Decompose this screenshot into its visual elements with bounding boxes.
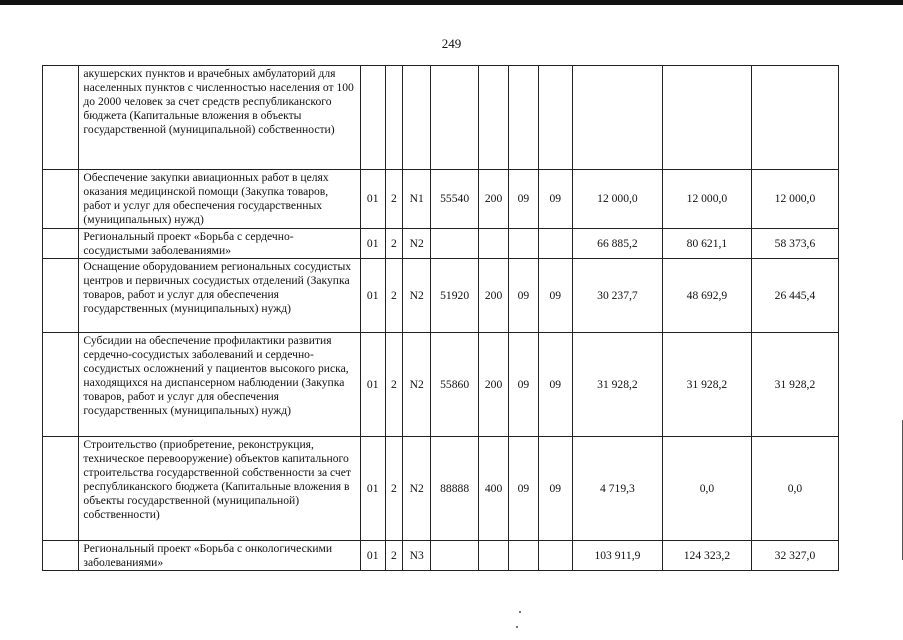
item-name-cell: Оснащение оборудованием региональных сосудистых центров и первичных сосудистых отделений (Закупка товаров, работ и услуг для обеспечения государственных (муниципальных) нужд) xyxy=(79,259,360,333)
project-code-cell: N1 xyxy=(403,170,431,229)
row-number-cell xyxy=(43,229,79,259)
direction-code-cell xyxy=(431,229,479,259)
table-row xyxy=(43,437,839,541)
row-number-cell xyxy=(43,541,79,571)
subprogram-code-cell: 2 xyxy=(385,229,402,259)
page-number: 249 xyxy=(441,36,462,51)
subsection-cell xyxy=(538,66,572,170)
expense-type-cell xyxy=(478,541,508,571)
table-row xyxy=(43,259,839,333)
section-cell xyxy=(509,66,538,170)
amount-cell: 12 000,0 xyxy=(751,170,838,229)
scan-top-border xyxy=(0,0,903,5)
item-name-cell: акушерских пунктов и врачебных амбулаторий для населенных пунктов с численностью населения от 100 до 2000 человек за счет средств республиканского бюджета (Капитальные вложения в объекты государственной (муниципальной) собственности) xyxy=(79,66,360,170)
scan-speck xyxy=(516,626,518,628)
table-row xyxy=(43,333,839,437)
table-row xyxy=(43,229,839,259)
item-name-cell: Субсидии на обеспечение профилактики развития сердечно-сосудистых заболеваний и сердечно-сосудистых осложнений у пациентов высокого риска, находящихся на диспансерном наблюдении (Закупка товаров, работ и услуг для обеспечения государственных (муниципальных) нужд) xyxy=(79,333,360,437)
amount-cell xyxy=(751,66,838,170)
subsection-cell: 09 xyxy=(538,333,572,437)
project-code-cell xyxy=(403,66,431,170)
program-code-cell: 01 xyxy=(360,259,385,333)
row-number-cell xyxy=(43,259,79,333)
amount-cell: 30 237,7 xyxy=(572,259,662,333)
amount-cell: 12 000,0 xyxy=(662,170,751,229)
section-cell xyxy=(509,541,538,571)
table-row xyxy=(43,66,839,170)
amount-cell: 48 692,9 xyxy=(662,259,751,333)
expense-type-cell xyxy=(478,66,508,170)
direction-code-cell: 51920 xyxy=(431,259,479,333)
direction-code-cell xyxy=(431,66,479,170)
expense-type-cell: 200 xyxy=(478,333,508,437)
project-code-cell: N2 xyxy=(403,259,431,333)
item-name-cell: Строительство (приобретение, реконструкция, техническое перевооружение) объектов капитального строительства государственной собственности за счет республиканского бюджета (Капитальные вложения в объекты государственной (муниципальной) собственности) xyxy=(79,437,360,541)
direction-code-cell: 88888 xyxy=(431,437,479,541)
subsection-cell: 09 xyxy=(538,437,572,541)
amount-cell: 31 928,2 xyxy=(751,333,838,437)
scan-speck xyxy=(519,611,521,613)
direction-code-cell: 55540 xyxy=(431,170,479,229)
amount-cell: 80 621,1 xyxy=(662,229,751,259)
subprogram-code-cell: 2 xyxy=(385,170,402,229)
amount-cell: 124 323,2 xyxy=(662,541,751,571)
amount-cell xyxy=(572,66,662,170)
program-code-cell: 01 xyxy=(360,170,385,229)
item-name-cell: Обеспечение закупки авиационных работ в целях оказания медицинской помощи (Закупка товаров, работ и услуг для обеспечения государственных (муниципальных) нужд) xyxy=(79,170,360,229)
project-code-cell: N3 xyxy=(403,541,431,571)
program-code-cell: 01 xyxy=(360,229,385,259)
project-code-cell: N2 xyxy=(403,437,431,541)
amount-cell: 4 719,3 xyxy=(572,437,662,541)
section-cell xyxy=(509,229,538,259)
amount-cell: 58 373,6 xyxy=(751,229,838,259)
subprogram-code-cell: 2 xyxy=(385,259,402,333)
amount-cell: 12 000,0 xyxy=(572,170,662,229)
project-code-cell: N2 xyxy=(403,229,431,259)
direction-code-cell: 55860 xyxy=(431,333,479,437)
direction-code-cell xyxy=(431,541,479,571)
amount-cell: 31 928,2 xyxy=(572,333,662,437)
amount-cell: 31 928,2 xyxy=(662,333,751,437)
subprogram-code-cell: 2 xyxy=(385,333,402,437)
subsection-cell: 09 xyxy=(538,259,572,333)
amount-cell: 26 445,4 xyxy=(751,259,838,333)
amount-cell: 32 327,0 xyxy=(751,541,838,571)
amount-cell: 0,0 xyxy=(662,437,751,541)
item-name-cell: Региональный проект «Борьба с онкологическими заболеваниями» xyxy=(79,541,360,571)
expense-type-cell xyxy=(478,229,508,259)
amount-cell: 0,0 xyxy=(751,437,838,541)
row-number-cell xyxy=(43,170,79,229)
project-code-cell: N2 xyxy=(403,333,431,437)
subsection-cell xyxy=(538,541,572,571)
subprogram-code-cell: 2 xyxy=(385,541,402,571)
budget-table xyxy=(42,65,839,571)
section-cell: 09 xyxy=(509,437,538,541)
subsection-cell xyxy=(538,229,572,259)
program-code-cell: 01 xyxy=(360,437,385,541)
subsection-cell: 09 xyxy=(538,170,572,229)
expense-type-cell: 400 xyxy=(478,437,508,541)
item-name-cell: Региональный проект «Борьба с сердечно-сосудистыми заболеваниями» xyxy=(79,229,360,259)
section-cell: 09 xyxy=(509,170,538,229)
table-row xyxy=(43,541,839,571)
amount-cell xyxy=(662,66,751,170)
subprogram-code-cell xyxy=(385,66,402,170)
expense-type-cell: 200 xyxy=(478,259,508,333)
row-number-cell xyxy=(43,333,79,437)
program-code-cell xyxy=(360,66,385,170)
table-row xyxy=(43,170,839,229)
row-number-cell xyxy=(43,437,79,541)
subprogram-code-cell: 2 xyxy=(385,437,402,541)
amount-cell: 66 885,2 xyxy=(572,229,662,259)
program-code-cell: 01 xyxy=(360,541,385,571)
program-code-cell: 01 xyxy=(360,333,385,437)
row-number-cell xyxy=(43,66,79,170)
section-cell: 09 xyxy=(509,333,538,437)
amount-cell: 103 911,9 xyxy=(572,541,662,571)
section-cell: 09 xyxy=(509,259,538,333)
expense-type-cell: 200 xyxy=(478,170,508,229)
